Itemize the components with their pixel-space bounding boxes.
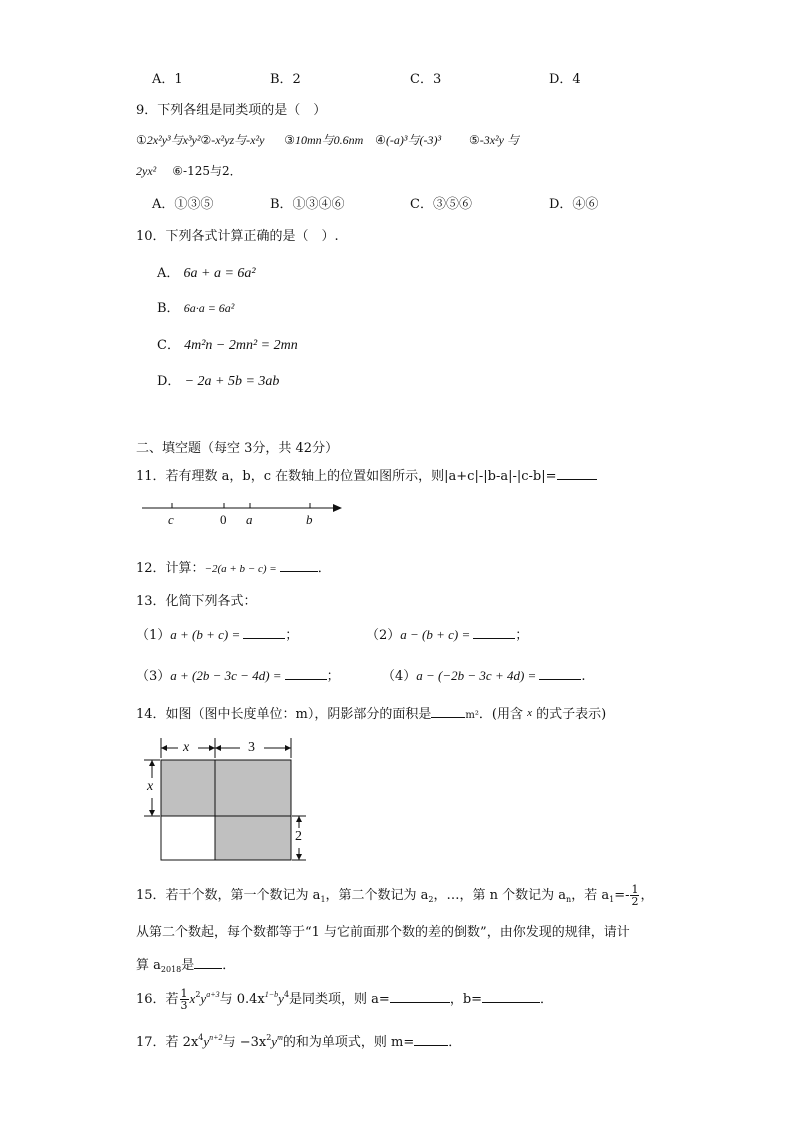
shaded-rect-3x2 (215, 816, 291, 860)
q8-option-c: C．3 (410, 72, 442, 87)
q9-expr-4: (-a)³与(-3)³ (385, 133, 442, 147)
q16-blank-a[interactable] (390, 990, 450, 1003)
q9-expr-5: -3x²y 与 (479, 133, 519, 147)
q9-expr-2: -x²yz与-x²y (211, 133, 265, 147)
q9-option-a: A．①③⑤ (152, 197, 214, 212)
q11-stem: 11．若有理数 a，b，c 在数轴上的位置如图所示，则|a+c|-|b-a|-|c-b|= (136, 465, 597, 484)
fig-label-top-3: 3 (248, 740, 255, 755)
q9-items-row2 (136, 162, 242, 179)
q8-option-d: D．4 (549, 72, 581, 87)
q17-answer-blank[interactable] (414, 1033, 448, 1046)
q13-item-4: （4）a − (−2b − 3c + 4d) = . (382, 668, 586, 684)
q14-answer-blank[interactable] (431, 705, 465, 718)
q9-expr-5b: 2yx² (136, 164, 157, 178)
q16: 16．若 $\frac{1}{3}$ $x^2y^{a+3}$与 $0.4x^{1-b}y^4$是同类项，则 a= ，b= ． (136, 987, 554, 1012)
q10-option-d: D． − 2a + 5b = 3ab (157, 374, 280, 389)
blank-rect (161, 816, 215, 860)
q15-line2: 从第二个数起，每个数都等于“1 与它前面那个数的差的倒数”，由你发现的规律，请计 (136, 925, 630, 940)
q9-option-c: C．③⑤⑥ (410, 197, 472, 212)
fig-label-right-2: 2 (295, 829, 302, 844)
q9-expr-1: 2x²y³与x³y² (146, 133, 201, 147)
q10-stem: 10．下列各式计算正确的是（ ）. (136, 229, 339, 244)
q9-items-row1 (136, 131, 519, 148)
q15-fraction: $\frac{1}{2}$ (631, 883, 639, 908)
q8-option-a: A．1 (152, 72, 183, 87)
shaded-area-figure (140, 736, 320, 866)
q15-line1: 15．若干个数，第一个数记为 $a_1$，第二个数记为 $a_2$，…，第 n 个数记为 $a_n$，若 $a_1=-$ $\frac{1}{2}$ ， (136, 883, 654, 908)
axis-label-b: b (306, 512, 313, 527)
q11-answer-blank[interactable] (557, 467, 597, 480)
q9-expr-3: 10mn与0.6nm (295, 133, 364, 147)
q13-item-1: （1）a + (b + c) = ； (136, 627, 299, 643)
q13-stem: 13．化简下列各式： (136, 594, 257, 609)
q9-option-b: B．①③④⑥ (270, 197, 345, 212)
axis-arrow-icon (333, 504, 342, 512)
q9-index-4: ④ (375, 133, 386, 147)
axis-label-a: a (246, 512, 253, 527)
q13-blank-2[interactable] (473, 626, 515, 639)
section-heading: 二、填空题（每空 3分，共 42分） (136, 441, 339, 456)
fig-label-left-x: x (147, 779, 154, 794)
q13-blank-3[interactable] (285, 667, 327, 680)
q9-index-1: ① (136, 133, 147, 147)
q9-stem: 9．下列各组是同类项的是（ ） (136, 103, 327, 118)
axis-label-zero: 0 (220, 512, 227, 527)
q13-blank-1[interactable] (243, 626, 285, 639)
axis-label-c: c (168, 512, 174, 527)
q16-blank-b[interactable] (482, 990, 540, 1003)
q9-expr-6: -125与2． (183, 164, 242, 178)
q17: 17．若 $2x^4y^{n+2}$与 $-3x^2y^m$的和为单项式，则 m= ． (136, 1033, 462, 1050)
shaded-rect-3x (215, 760, 291, 816)
q12-answer-blank[interactable] (280, 559, 318, 572)
q9-index-6: ⑥ (172, 164, 184, 178)
q9-index-2: ② (200, 133, 212, 147)
shaded-square-xx (161, 760, 215, 816)
q13-blank-4[interactable] (539, 667, 581, 680)
q13-item-3: （3）a + (2b − 3c − 4d) = ； (136, 668, 340, 684)
q9-index-3: ③ (284, 133, 295, 147)
q10-option-a: A． 6a + a = 6a² (157, 266, 256, 281)
q15-line3: 算 $a_{2018}$是 ． (136, 958, 236, 974)
q15-answer-blank[interactable] (194, 956, 222, 969)
q9-option-d: D．④⑥ (549, 197, 599, 212)
fig-label-top-x: x (183, 740, 190, 755)
q9-index-5: ⑤ (468, 133, 480, 147)
q12: 12．计算：−2(a + b − c) = ． (136, 561, 331, 576)
q13-item-2: （2）a − (b + c) = ； (366, 627, 529, 643)
q14-stem: 14．如图（图中长度单位：m），阴影部分的面积是 m²．(用含 x 的式子表示) (136, 707, 607, 722)
q10-option-b: B． 6a·a = 6a² (157, 301, 235, 316)
q16-fraction: $\frac{1}{3}$ (180, 987, 188, 1012)
q8-option-b: B．2 (270, 72, 301, 87)
q10-option-c: C． 4m²n − 2mn² = 2mn (157, 338, 298, 353)
